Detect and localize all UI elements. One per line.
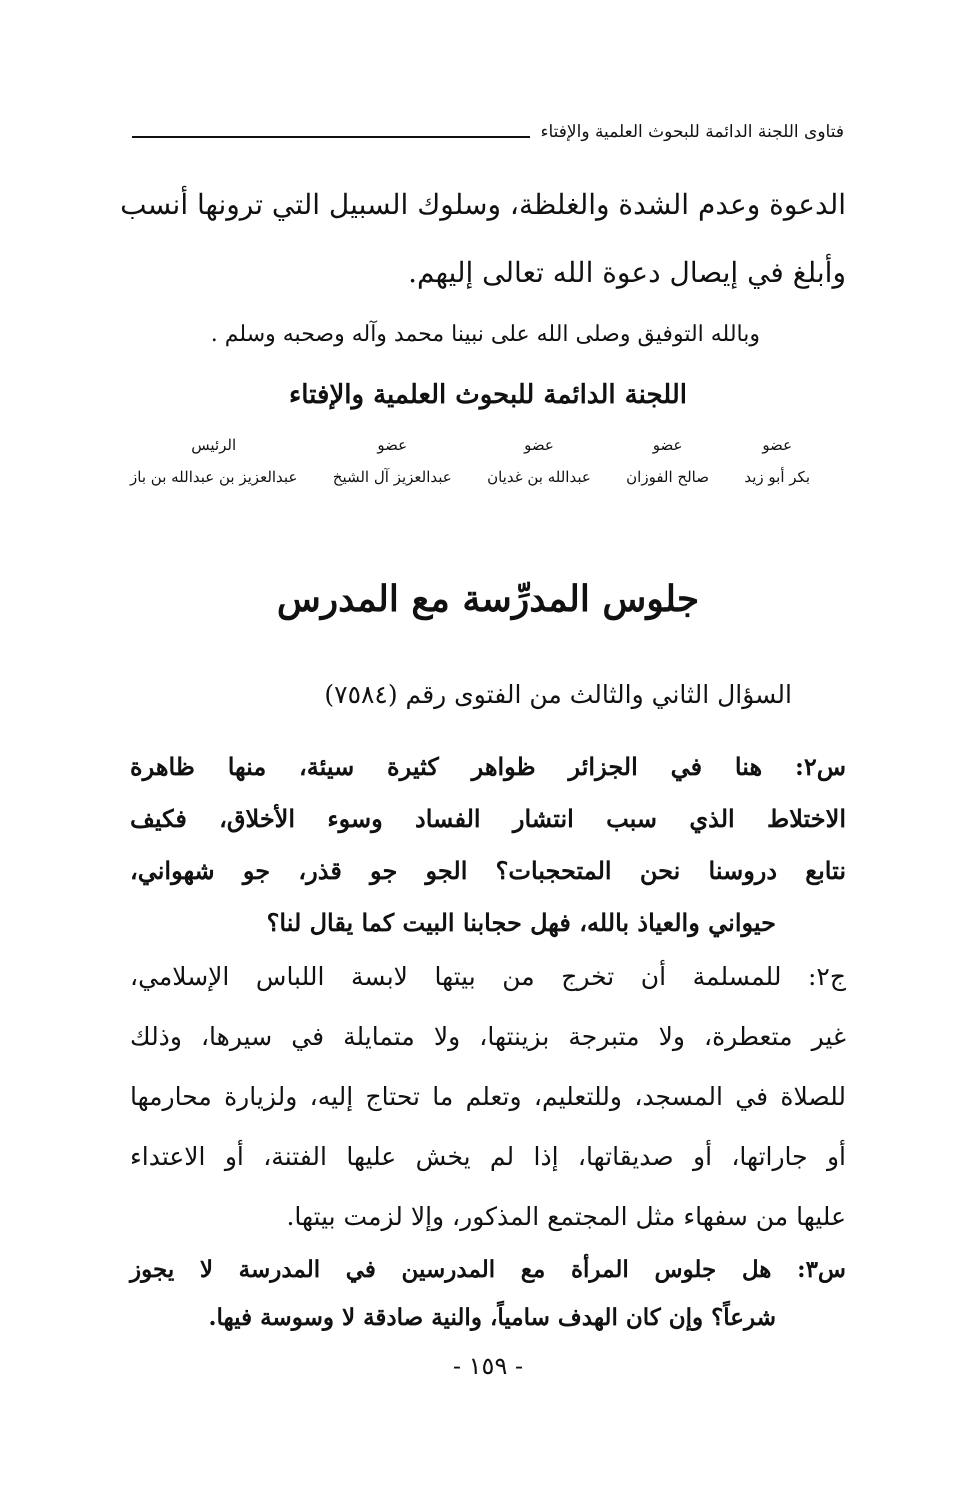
fatwa-reference: السؤال الثاني والثالث من الفتوى رقم (٧٥٨٤) [324, 680, 792, 709]
committee-name: اللجنة الدائمة للبحوث العلمية والإفتاء [289, 380, 687, 410]
answer-2-line: ج٢: للمسلمة أن تخرج من بيتها لابسة اللباس الإسلامي، [130, 962, 846, 991]
question-2-line: حيواني والعياذ بالله، فهل حجابنا البيت كما يقال لنا؟ [266, 908, 776, 937]
header-rule [132, 136, 530, 138]
question-2-line: نتابع دروسنا نحن المتحجبات؟ الجو جو قذر، جو شهواني، [130, 856, 846, 885]
question-2-line: س٢: هنا في الجزائر ظواهر كثيرة سيئة، منها ظاهرة [130, 752, 846, 781]
signature-name: عبدالعزيز بن عبدالله بن باز [130, 468, 298, 486]
page-number: - ١٥٩ - [452, 1352, 524, 1380]
signature-name: صالح الفوزان [626, 468, 709, 486]
signature-member [744, 436, 810, 486]
signature-member [130, 436, 297, 486]
answer-2-line: عليها من سفهاء مثل المجتمع المذكور، وإلا لزمت بيتها. [286, 1202, 846, 1231]
signature-member [487, 436, 591, 486]
signature-role: عضو [524, 436, 554, 454]
running-header [132, 112, 844, 152]
signature-role: الرئيس [191, 436, 237, 454]
intro-line: وأبلغ في إيصال دعوة الله تعالى إليهم. [408, 256, 846, 289]
signatures [130, 436, 810, 486]
section-title: جلوس المدرِّسة مع المدرس [276, 578, 700, 620]
answer-2-line: للصلاة في المسجد، وللتعليم، وتعلم ما تحتاج إليه، ولزيارة محارمها [130, 1082, 846, 1111]
question-3-line: س٣: هل جلوس المرأة مع المدرسين في المدرسة لا يجوز [130, 1256, 846, 1283]
signature-member [333, 436, 452, 486]
signature-name: عبدالعزيز آل الشيخ [332, 468, 452, 486]
question-3-line: شرعاً؟ وإن كان الهدف سامياً، والنية صادقة لا وسوسة فيها. [208, 1304, 776, 1331]
signature-name: بكر أبو زيد [744, 468, 810, 486]
closing-line: وبالله التوفيق وصلى الله على نبينا محمد وآله وصحبه وسلم . [210, 322, 760, 347]
answer-2-line: غير متعطرة، ولا متبرجة بزينتها، ولا متمايلة في سيرها، وذلك [130, 1022, 846, 1051]
intro-line: الدعوة وعدم الشدة والغلظة، وسلوك السبيل التي ترونها أنسب [120, 188, 846, 221]
question-2-line: الاختلاط الذي سبب انتشار الفساد وسوء الأخلاق، فكيف [130, 804, 846, 833]
signature-role: عضو [377, 436, 408, 454]
signature-name: عبدالله بن غديان [487, 468, 591, 486]
running-title: فتاوى اللجنة الدائمة للبحوث العلمية والإفتاء [540, 122, 844, 142]
signature-role: عضو [762, 436, 793, 454]
signature-role: عضو [652, 436, 683, 454]
signature-member [626, 436, 709, 486]
answer-2-line: أو جاراتها، أو صديقاتها، إذا لم يخش عليها الفتنة، أو الاعتداء [130, 1142, 846, 1171]
